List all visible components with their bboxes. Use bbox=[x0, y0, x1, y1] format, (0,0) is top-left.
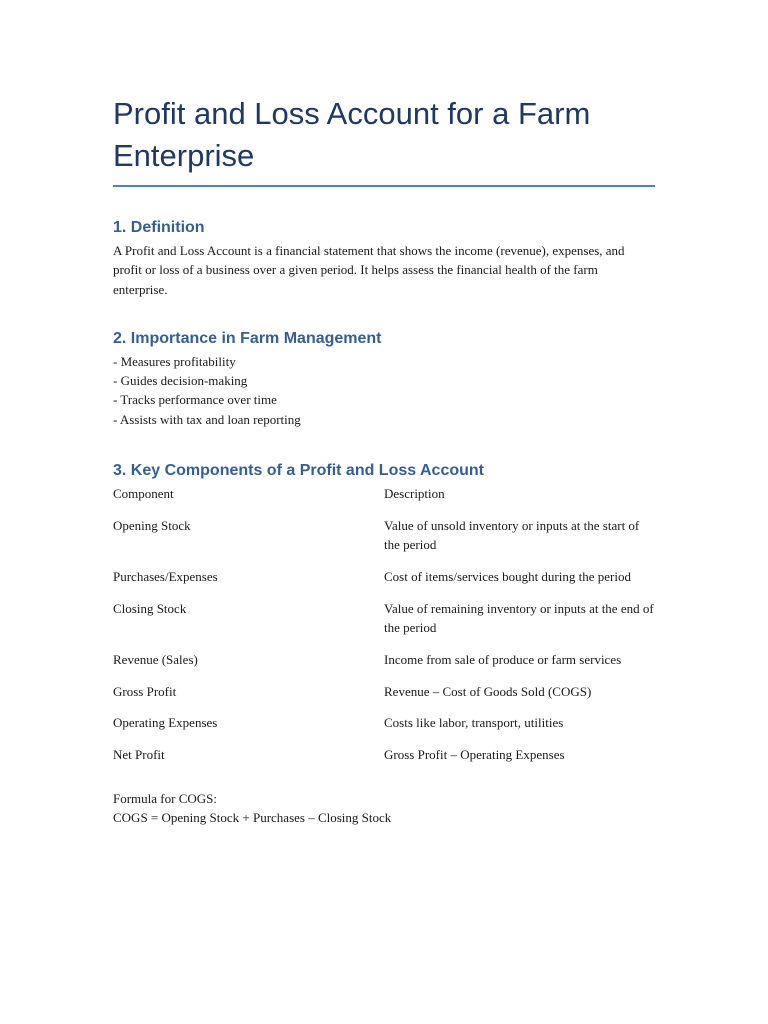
section-heading-definition: 1. Definition bbox=[113, 219, 205, 236]
component-cell: Net Profit bbox=[113, 747, 165, 763]
table-row bbox=[113, 650, 655, 682]
description-cell: Income from sale of produce or farm services bbox=[384, 651, 622, 667]
importance-list bbox=[113, 352, 655, 429]
section-heading-components: 3. Key Components of a Profit and Loss Account bbox=[113, 462, 484, 480]
formula-expression: COGS = Opening Stock + Purchases – Closing Stock bbox=[113, 810, 392, 826]
formula-label: Formula for COGS: bbox=[113, 791, 217, 807]
component-cell: Operating Expenses bbox=[113, 715, 218, 731]
table-row bbox=[113, 713, 655, 745]
column-header-component: Component bbox=[113, 486, 174, 502]
description-cell: Cost of items/services bought during the period bbox=[384, 568, 631, 584]
section-heading-importance: 2. Importance in Farm Management bbox=[113, 329, 382, 347]
description-cell: Costs like labor, transport, utilities bbox=[384, 715, 564, 731]
list-item: - Guides decision-making bbox=[113, 373, 248, 389]
component-cell: Purchases/Expenses bbox=[113, 568, 218, 584]
list-item: - Assists with tax and loan reporting bbox=[113, 411, 301, 427]
components-table bbox=[113, 484, 655, 777]
table-header-row bbox=[113, 484, 655, 516]
table-row bbox=[113, 567, 655, 599]
component-cell: Closing Stock bbox=[113, 600, 187, 616]
description-cell: Revenue – Cost of Goods Sold (COGS) bbox=[384, 683, 592, 699]
description-cell: Gross Profit – Operating Expenses bbox=[384, 747, 565, 763]
description-cell: Value of unsold inventory or inputs at the start of the period bbox=[384, 517, 640, 553]
document-title: Profit and Loss Account for a Farm Enterprise bbox=[113, 93, 655, 187]
list-item: - Measures profitability bbox=[113, 353, 236, 369]
component-cell: Gross Profit bbox=[113, 683, 177, 699]
definition-paragraph: A Profit and Loss Account is a financial statement that shows the income (revenue), expenses, and profit or loss of a business over a given period. It helps assess the financial health of the farm enterprise. bbox=[113, 243, 625, 297]
list-item: - Tracks performance over time bbox=[113, 392, 277, 408]
column-header-description: Description bbox=[384, 486, 445, 502]
table-row bbox=[113, 745, 655, 777]
component-cell: Opening Stock bbox=[113, 517, 191, 533]
component-cell: Revenue (Sales) bbox=[113, 651, 198, 667]
table-row bbox=[113, 599, 655, 650]
table-row bbox=[113, 516, 655, 567]
cogs-formula bbox=[113, 789, 655, 828]
description-cell: Value of remaining inventory or inputs at the end of the period bbox=[384, 600, 654, 636]
document-page bbox=[113, 93, 655, 828]
table-row bbox=[113, 682, 655, 714]
